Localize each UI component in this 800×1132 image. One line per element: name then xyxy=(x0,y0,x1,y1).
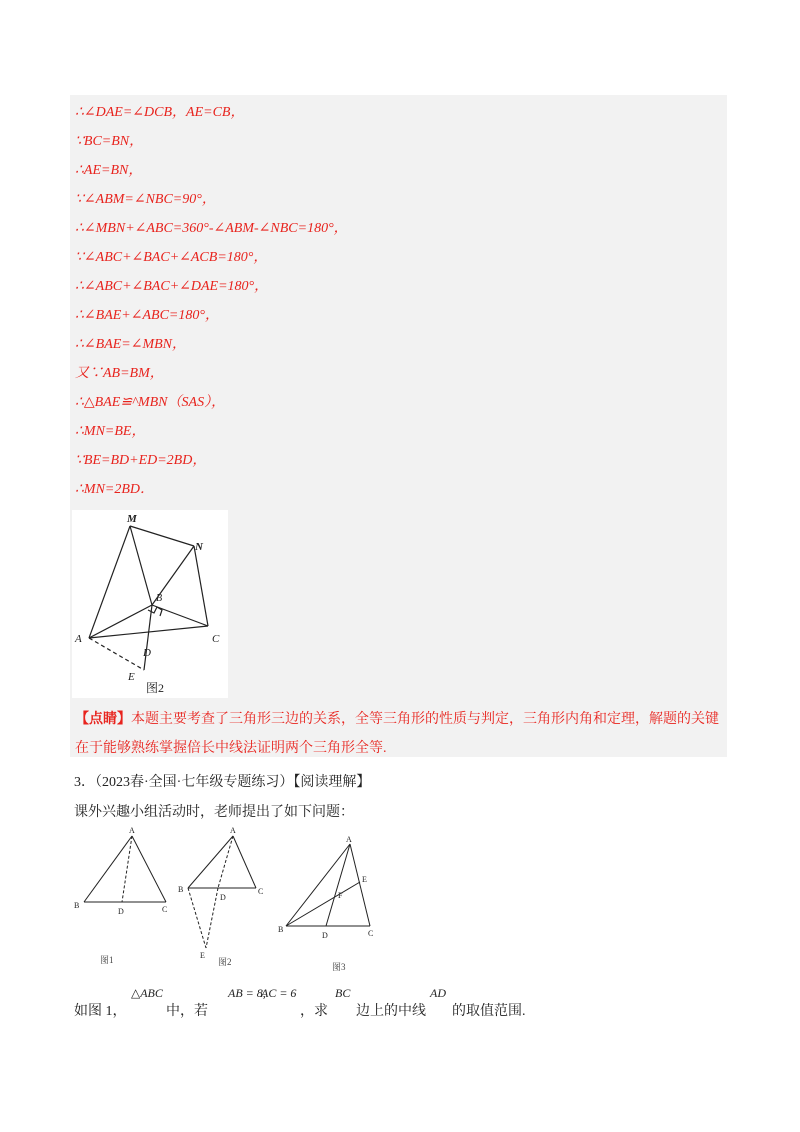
question-cond-ac: AC = 6 xyxy=(261,986,297,1000)
solution-line-13: ∵BE=BD+ED=2BD， xyxy=(75,453,207,468)
solution-line-14: ∴MN=2BD． xyxy=(75,482,155,497)
problem-figure-2 xyxy=(178,822,273,972)
solution-line-5: ∴∠MBN+∠ABC=360°-∠ABM-∠NBC=180°， xyxy=(75,221,348,236)
label-n: N xyxy=(195,541,203,553)
fig1-label-b: B xyxy=(74,901,80,910)
label-c: C xyxy=(212,633,220,645)
label-e: E xyxy=(128,671,135,683)
comment-line-1 xyxy=(75,708,719,728)
solution-line-6: ∵∠ABC+∠BAC+∠ACB=180°， xyxy=(75,250,268,265)
solution-line-1: ∴∠DAE=∠DCB，AE=CB， xyxy=(75,105,245,120)
problem-source: （2023春·全国·七年级专题练习）【阅读理解】 xyxy=(95,775,371,790)
fig2-label-b: B xyxy=(178,885,184,894)
fig2-label-c: C xyxy=(258,887,264,896)
fig3-label-a: A xyxy=(346,835,352,844)
label-d: D xyxy=(143,647,151,659)
question-triangle: △ABC xyxy=(131,986,163,1000)
question-p1: 如图 1， xyxy=(74,1004,127,1019)
solution-figure xyxy=(72,510,228,698)
label-m: M xyxy=(127,513,137,525)
question-p2: 中，若 xyxy=(166,1004,208,1019)
comment-tag: 【点睛】 xyxy=(75,712,131,727)
problem-number: 3． xyxy=(74,775,95,790)
fig2-caption: 图2 xyxy=(218,957,232,967)
fig1-label-c: C xyxy=(162,905,168,914)
solution-line-2: ∵BC=BN， xyxy=(75,134,144,149)
label-b: B xyxy=(156,593,163,604)
fig1-label-a: A xyxy=(129,826,135,835)
fig2-label-e: E xyxy=(200,951,205,960)
fig2-label-d: D xyxy=(220,893,226,902)
fig3-label-e: E xyxy=(362,875,367,884)
solution-line-4: ∵∠ABM=∠NBC=90°， xyxy=(75,192,216,207)
fig3-label-c: C xyxy=(368,929,374,938)
problem-header xyxy=(74,771,370,791)
fig2-label-a: A xyxy=(230,826,236,835)
question-p3: ，求 xyxy=(300,1004,328,1019)
question-median: AD xyxy=(430,986,446,1000)
problem-figure-1 xyxy=(74,822,174,972)
question-p4: 边上的中线 xyxy=(356,1004,426,1019)
fig1-caption: 图1 xyxy=(100,955,114,965)
solution-line-7: ∴∠ABC+∠BAC+∠DAE=180°， xyxy=(75,279,269,294)
comment-line-2: 在于能够熟练掌握倍长中线法证明两个三角形全等. xyxy=(75,741,387,756)
figure2-caption: 图2 xyxy=(146,681,165,695)
fig3-label-d: D xyxy=(322,931,328,940)
question-cond-ab: AB = 8, xyxy=(228,986,266,1000)
fig1-label-d: D xyxy=(118,907,124,916)
comment-text-1: 本题主要考查了三角形三边的关系，全等三角形的性质与判定，三角形内角和定理，解题的关键 xyxy=(131,712,719,727)
fig3-label-b: B xyxy=(278,925,284,934)
solution-line-10: 又∵AB=BM， xyxy=(75,366,164,381)
solution-line-8: ∴∠BAE+∠ABC=180°， xyxy=(75,308,219,323)
solution-line-12: ∴MN=BE， xyxy=(75,424,146,439)
question-p5: 的取值范围. xyxy=(452,1004,526,1019)
solution-line-3: ∴AE=BN， xyxy=(75,163,143,178)
fig3-label-f: F xyxy=(338,891,343,900)
problem-intro: 课外兴趣小组活动时，老师提出了如下问题： xyxy=(74,805,354,820)
question-seg: BC xyxy=(335,986,351,1000)
fig3-caption: 图3 xyxy=(332,962,346,972)
solution-line-11: ∴△BAE≌^MBN（SAS）， xyxy=(75,395,226,410)
solution-line-9: ∴∠BAE=∠MBN， xyxy=(75,337,187,352)
problem-figure-3 xyxy=(276,832,386,972)
label-a: A xyxy=(75,633,82,645)
